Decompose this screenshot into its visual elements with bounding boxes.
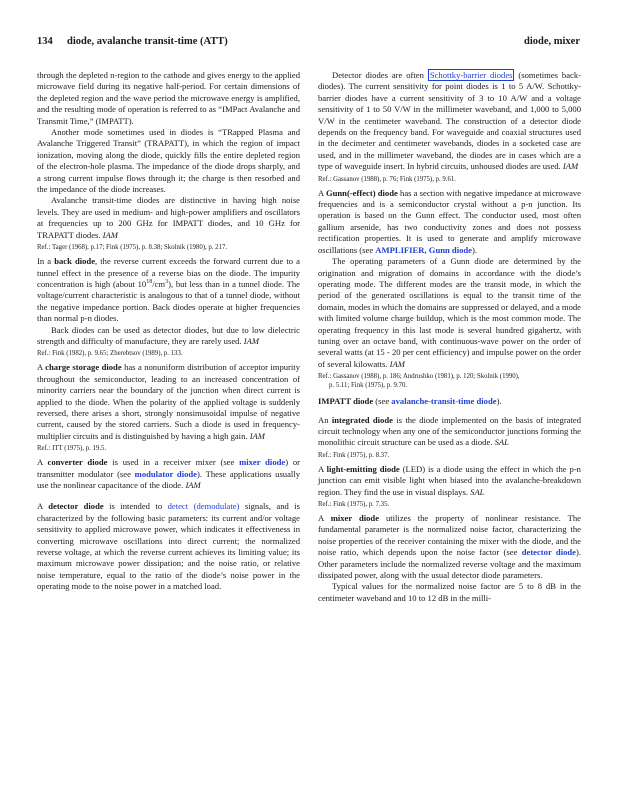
reference-line: Ref.: Fink (1975), p. 7.35.	[318, 501, 390, 508]
author-initials: IAM	[243, 335, 260, 346]
converter-diode-entry: A converter diode is used in a receiver mixer (see mixer diode) or transmitter modulator (see modulator diode). These applications usually use the nonlinear capacitance of the diode. IAM	[37, 457, 300, 490]
light-emitting-diode-term: light-emitting diode	[326, 463, 400, 474]
avalanche-transit-time-diode-link[interactable]: avalanche-transit-time diode	[391, 396, 497, 407]
reference-line: Ref.: ITT (1975), p. 19.5.	[37, 445, 107, 453]
att-noise-paragraph	[37, 195, 300, 241]
gunn-diode-entry: A Gunn(-effect) diode has a section with negative impedance at microwave frequencies and is a semiconductor crystal without a p-n junction. Its operation is based on the Gunn effect. The conductor used, most often gallium arsenide, has two conductivity zones and does not possess rectification properties. It is used to generate and amplify microwave oscillations (see AMPLIFIER, Gunn diode).	[318, 187, 581, 255]
charge-storage-diode-term: charge storage diode	[45, 362, 122, 373]
page-number: 134	[37, 36, 53, 47]
header-left-title: diode, avalanche transit-time (ATT)	[67, 36, 228, 47]
header-right-title: diode, mixer	[524, 36, 580, 47]
mixer-diode-noise-paragraph: Typical values for the normalized noise factor are 5 to 8 dB in the centimeter waveband and 10 to 12 dB in the milli-	[318, 581, 581, 603]
reference-line-continued: p. 5.11; Fink (1975), p. 9.70.	[329, 382, 408, 390]
back-diode-entry: In a back diode, the reverse current exceeds the forward current due to a tunnel effect in the presence of a reverse bias on the diode. The impurity concentration is high (about $10^{18}/cm^3$), but less than in a tunnel diode. The voltage/current characteristic is analogous to that of a tunnel diode, without the negative impedance portion. Back diodes operate at higher frequencies than normal p-n diodes.	[37, 256, 300, 324]
detector-diode-continuation: Detector diodes are often Schottky-barrier diodes (sometimes back-diodes). The current sensitivity for point diodes is 1 to 5 A/W. Schottky-barrier diodes have a current sensitivity of 3 to 10 A/W and a voltage sensitivity of 1 to 50 V/W in the millimeter waveband, and 1,000 to 5,000 V/W in the centimeter waveband. The construction of a detector diode depends on the frequency band. For waveguide and coaxial structures used in the decimeter and centimeter wavebands, diodes in a socketed case are used, and in the millimeter waveband, the diodes are in cases which are a type of waveguide insert. In hybrid circuits, unhoused diodes are used. IAM	[318, 70, 582, 172]
author-initials: SAL	[470, 486, 485, 497]
reference-line: Ref.: Gassanov (1988), p. 76; Fink (1975), p. 9.61.	[318, 175, 457, 183]
att-intro-paragraph: through the depleted n-region to the cathode and gives energy to the applied microwave field during its negative half-period. For certain dimensions of the depleted region and the wave period the microwave energy is amplified, and the resulting mode of operation is referred to as “IMPact Avalanche and Transmit Time,” (IMPATT).	[37, 70, 300, 126]
right-column	[318, 70, 581, 604]
reference-line: Ref.: Tager (1968), p.17; Fink (1975), p. 8.38; Skolnik (1980), p. 217.	[37, 244, 228, 252]
author-initials: IAM	[185, 480, 201, 490]
reference-line: Ref.: Gassanov (1988), p. 186; Andrushko (1981), p. 120; Skolnik (1990),	[318, 373, 520, 381]
charge-storage-diode-entry: A charge storage diode has a nonuniform distribution of acceptor impurity throughout the semiconductor, leading to an increased concentration of minority carriers near the boundary of the junction when direct current is applied to the diode. When the polarity of the applied voltage is suddenly reversed, there arises a short, strongly nonsimusoidal impulse of negative current, caused by the stored carriers. Such a diode is used in frequency-multiplier circuits and is distinguished by having a high gain. IAM	[37, 362, 300, 441]
att-noise-text: Avalanche transit-time diodes are distinctive in having high noise levels. They are used in medium- and high-power amplifiers and oscillators at frequencies up to 200 GHz for IMPATT diodes, and 10 GHz for TRAPATT diodes.	[37, 195, 300, 240]
back-diode-term: back diode	[54, 256, 96, 267]
author-initials: SAL	[494, 437, 509, 448]
reference-line: Ref.: Fink (1982), p. 9.65; Zherebtsov (1989), p. 133.	[37, 350, 183, 358]
detector-diode-entry: A detector diode is intended to detect (demodulate) signals, and is characterized by the following basic parameters: its current and/or voltage sensitivity to applied microwave power, which indicates it effectiveness in converting microwave oscillations into direct current; the normalized reverse voltage, at which the reverse current achieves its limiting value; its maximum microwave power dissipation; and the noise ratio, or relative noise temperature, equal to the ratio of the diode’s noise power in the operating mode to the noise power in a matched load.	[37, 501, 301, 592]
author-initials: IAM	[249, 430, 265, 441]
amplifier-gunn-diode-link[interactable]: AMPLIFIER, Gunn diode	[375, 244, 472, 255]
gunn-diode-parameters-paragraph: The operating parameters of a Gunn diode are determined by the origination and migration of domains in accordance with the diode’s operating mode. The different modes are the transit mode, in which the period of the generated oscillations is equal to the transit time of the domain, modes in which the domains are suppressed or delayed, and a mode with limited volume charge buildup, which is the most common mode. The operating frequency in this last mode is several hundred gigahertz, with tuning over an octave band, with continuous-wave power on the order of several watts (at 15 - 20 per cent efficiency) and impulse power on the order of several kilowatts. IAM	[318, 256, 581, 369]
modulator-diode-link[interactable]: modulator diode	[134, 468, 197, 479]
mixer-diode-term: mixer diode	[330, 513, 380, 523]
author-initials: IAM	[562, 161, 579, 172]
detector-diode-term: detector diode	[48, 501, 104, 512]
author-initials: IAM	[389, 358, 405, 369]
detect-demodulate-link[interactable]: detect (demodulate)	[167, 501, 240, 512]
mixer-diode-link[interactable]: mixer diode	[239, 457, 286, 468]
light-emitting-diode-entry: A light-emitting diode (LED) is a diode using the effect in which the p-n junction can emit visible light when biased into the avalanche-breakdown region. They find the use in visual displays. SAL	[318, 463, 581, 497]
integrated-diode-entry: An integrated diode is the diode implemented on the basis of integrated circuit technology when any one of the semiconductor junctions forming the monolithic circuit structure can be used as a diode. SAL	[318, 414, 581, 448]
mixer-diode-entry: A mixer diode utilizes the property of nonlinear resistance. The fundamental parameter is the normalized noise factor, characterizing the noise properties of the receiver containing the mixer with the diode, and the noise ratio, which depends upon the noise factor (see detector diode). Other parameters include the normalized reverse voltage and the maximum dissipated power, along with the usual detector diode parameters.	[318, 513, 582, 581]
gunn-diode-term: Gunn(-effect) diode	[325, 187, 398, 198]
impatt-diode-entry: IMPATT diode (see avalanche-transit-time diode).	[318, 396, 502, 407]
page-header	[37, 36, 580, 50]
back-diode-detector-paragraph: Back diodes can be used as detector diodes, but due to low dielectric strength and difficulty of manufacture, they are rarely used. IAM	[37, 324, 300, 346]
author-initials: IAM	[102, 229, 118, 240]
left-column	[37, 70, 300, 593]
trapatt-paragraph: Another mode sometimes used in diodes is “TRapped Plasma and Avalanche Triggered Transit” (TRAPATT), in which the region of impact ionization, moving along the diode, quickly fills the entire depleted region of the electron-hole plasma. The impedance of the diode drops sharply, and a strong current impulse flows through it; the charge is then resorbed and the impedance of the diode increases.	[37, 127, 300, 195]
integrated-diode-term: integrated diode	[331, 414, 393, 425]
impatt-diode-term: IMPATT diode	[318, 396, 374, 407]
detector-diode-link[interactable]: detector diode	[521, 547, 576, 558]
converter-diode-term: converter diode	[47, 457, 108, 468]
schottky-barrier-diodes-link[interactable]: Schottky-barrier diodes	[429, 70, 513, 80]
reference-line: Ref.: Fink (1975), p. 8.37.	[318, 451, 390, 459]
